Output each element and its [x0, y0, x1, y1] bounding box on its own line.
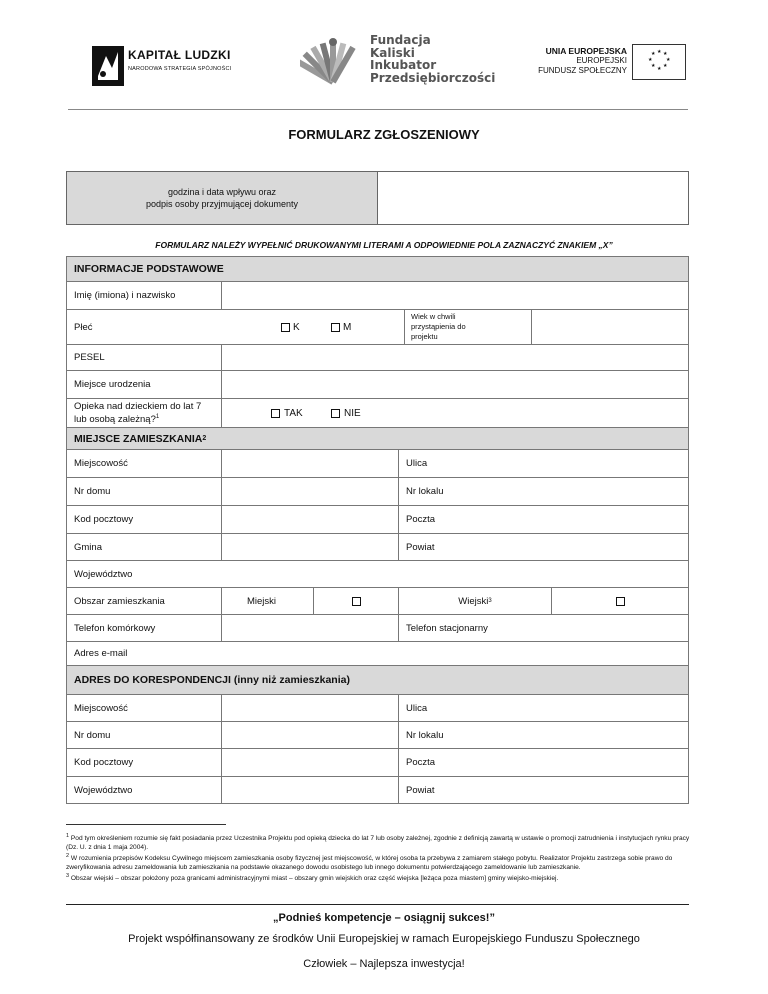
- birthplace-field[interactable]: [222, 371, 688, 398]
- footnote-3: $^3$ Obszar wiejski – obszar położony poza granicami administracyjnymi miast – obszary gmin wiejskich oraz część wiejska [leżąca poza miastem] gminy wiejsko-miejskiej.: [66, 873, 559, 883]
- footnote-divider: [66, 824, 226, 825]
- gender-k-option[interactable]: K: [281, 310, 321, 344]
- eu-fund-label: UNIA EUROPEJSKA EUROPEJSKI FUNDUSZ SPOŁECZNY: [538, 46, 627, 75]
- residence-commune-field[interactable]: [222, 534, 398, 560]
- age-field[interactable]: [532, 310, 688, 344]
- footnote-1: $^1$ Pod tym określeniem rozumie się fakt posiadania przez Uczestnika Projektu pod opieką dziecka do lat 7 lub osoby zależnej, zgodnie z definicją zawartą w ustawie o promocji zatrudnienia i instytucjach rynku pracy (Dz. U. z dnia 1 maja 2004).: [66, 833, 690, 852]
- kapital-ludzki-logo: [92, 44, 252, 88]
- area-rural-label: Wiejski 3: [458, 595, 492, 607]
- corr-house-label: Nr domu: [74, 729, 111, 741]
- corr-city-label: Miejscowość: [74, 702, 128, 714]
- footer-divider: [66, 904, 689, 905]
- section-heading-residence: MIEJSCE ZAMIESZKANIA 2: [67, 428, 688, 449]
- mobile-field[interactable]: [222, 615, 398, 641]
- residence-street-label: Ulica: [406, 458, 428, 469]
- residence-house-field[interactable]: [222, 478, 398, 505]
- kapital-ludzki-title: KAPITAŁ LUDZKI: [128, 48, 231, 62]
- pesel-field[interactable]: [222, 345, 688, 370]
- kapital-ludzki-subtitle: NARODOWA STRATEGIA SPÓJNOŚCI: [128, 66, 232, 72]
- care-no-checkbox[interactable]: [331, 409, 340, 418]
- mobile-label: Telefon komórkowy: [74, 622, 156, 634]
- email-field[interactable]: [222, 642, 688, 665]
- receipt-box: [66, 171, 689, 225]
- residence-city-field[interactable]: [222, 450, 398, 477]
- gender-m-checkbox[interactable]: [331, 323, 340, 332]
- svg-text:★: ★: [651, 51, 656, 57]
- name-label: Imię (imiona) i nazwisko: [74, 290, 176, 301]
- corr-postal-label: Kod pocztowy: [74, 757, 134, 768]
- area-label: Obszar zamieszkania: [74, 595, 165, 607]
- svg-text:★: ★: [663, 51, 668, 57]
- residence-house-label: Nr domu: [74, 486, 111, 497]
- age-label: Wiek w chwili przystąpienia do projektu: [411, 312, 466, 341]
- residence-flat-label: Nr lokalu: [406, 486, 444, 497]
- form-table: [66, 256, 689, 804]
- footer-slogan: „Podnieś kompetencje – osiągnij sukces!”: [273, 912, 495, 924]
- header-divider: [68, 109, 688, 110]
- residence-voivodeship-field[interactable]: [222, 561, 688, 587]
- svg-text:★: ★: [648, 57, 653, 63]
- corr-voivodeship-field[interactable]: [222, 777, 398, 803]
- svg-text:★: ★: [657, 66, 662, 72]
- receipt-label: godzina i data wpływu oraz podpis osoby przyjmującej dokumenty: [67, 172, 378, 224]
- care-label: Opieka nad dzieckiem do lat 7 lub osobą zależną?$^1$: [74, 400, 202, 426]
- corr-city-field[interactable]: [222, 695, 398, 721]
- gender-label: Płeć: [74, 321, 93, 333]
- residence-city-label: Miejscowość: [74, 458, 128, 469]
- svg-text:★: ★: [657, 49, 662, 55]
- corr-street-label: Ulica: [406, 702, 428, 714]
- corr-postal-field[interactable]: [222, 749, 398, 776]
- section-heading-basic: INFORMACJE PODSTAWOWE: [67, 257, 688, 281]
- corr-county-label: Powiat: [406, 784, 435, 796]
- residence-postal-field[interactable]: [222, 506, 398, 533]
- residence-county-label: Powiat: [406, 541, 435, 553]
- svg-text:★: ★: [663, 63, 668, 69]
- fundacja-fan-icon: [300, 34, 370, 94]
- residence-post-office-label: Poczta: [406, 514, 436, 525]
- care-yes-option[interactable]: TAK: [271, 399, 321, 427]
- care-no-option[interactable]: NIE: [331, 399, 381, 427]
- corr-voivodeship-label: Województwo: [74, 784, 133, 796]
- page-title: FORMULARZ ZGŁOSZENIOWY: [288, 127, 480, 142]
- email-label: Adres e-mail: [74, 648, 128, 659]
- name-field[interactable]: [222, 282, 688, 309]
- area-urban-option[interactable]: [314, 588, 398, 614]
- footnote-2: $^2$ W rozumienia przepisów Kodeksu Cywilnego miejscem zamieszkania osoby fizycznej jest miejscowość, w której osoba ta przebywa z zamiarem stałego pobytu. Realizator Projektu zastrzega sobie prawo do zweryfikowania adresu zameldowania lub zamieszkania na podstawie okazanego dowodu osobistego lub innego dokumentu potwierdzającego zameldowanie lub zamieszkanie.: [66, 853, 673, 872]
- area-rural-checkbox[interactable]: [616, 597, 625, 606]
- eu-flag-icon: [632, 44, 686, 80]
- corr-post-office-label: Poczta: [406, 757, 436, 768]
- fundacja-name: Fundacja Kaliski Inkubator Przedsiębiorczości: [370, 33, 496, 85]
- birthplace-label: Miejsce urodzenia: [74, 379, 151, 390]
- form-instruction: FORMULARZ NALEŻY WYPEŁNIĆ DRUKOWANYMI LITERAMI A ODPOWIEDNIE POLA ZAZNACZYĆ ZNAKIEM „X”: [155, 240, 613, 250]
- residence-commune-label: Gmina: [74, 541, 102, 553]
- corr-house-field[interactable]: [222, 722, 398, 748]
- gender-m-option[interactable]: M: [331, 310, 371, 344]
- fundacja-logo: [300, 28, 510, 102]
- area-urban-checkbox[interactable]: [352, 597, 361, 606]
- area-urban-label: Miejski: [247, 595, 277, 607]
- footer-cofinancing: Projekt współfinansowany ze środków Unii Europejskiej w ramach Europejskiego Funduszu Społecznego: [128, 933, 640, 945]
- kapital-ludzki-emblem-icon: [92, 46, 124, 86]
- corr-flat-label: Nr lokalu: [406, 729, 444, 741]
- residence-postal-label: Kod pocztowy: [74, 514, 134, 525]
- residence-voivodeship-label: Województwo: [74, 568, 133, 580]
- pesel-label: PESEL: [74, 352, 105, 363]
- landline-label: Telefon stacjonarny: [406, 622, 488, 634]
- care-yes-checkbox[interactable]: [271, 409, 280, 418]
- footer-motto: Człowiek – Najlepsza inwestycja!: [303, 958, 465, 970]
- svg-text:★: ★: [651, 63, 656, 69]
- gender-k-checkbox[interactable]: [281, 323, 290, 332]
- section-heading-correspondence: ADRES DO KORESPONDENCJI (inny niż zamieszkania): [67, 666, 688, 694]
- svg-text:★: ★: [666, 57, 671, 63]
- area-rural-option[interactable]: [552, 588, 688, 614]
- receipt-signature-field[interactable]: [379, 172, 688, 224]
- footnotes: [66, 832, 696, 884]
